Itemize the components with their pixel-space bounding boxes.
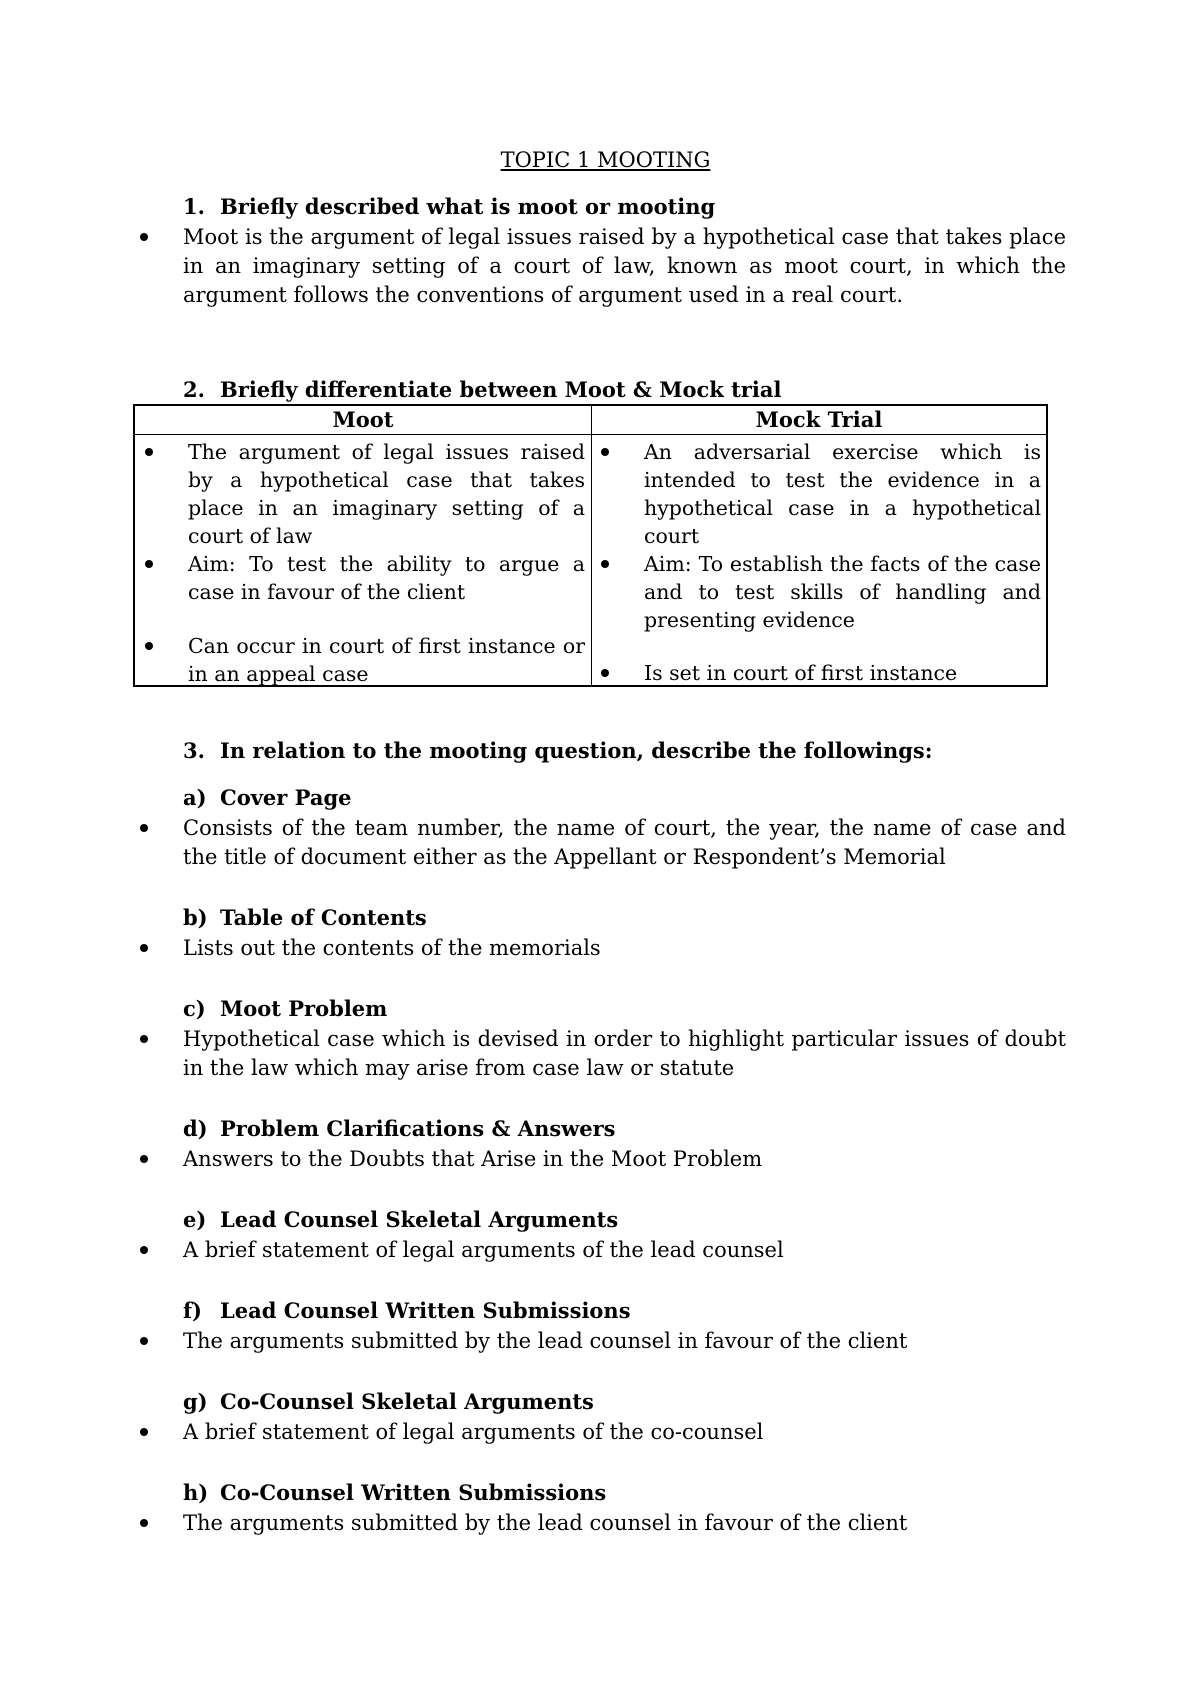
moot-item-text: The argument of legal issues raised by a hypothetical case that takes place in an imaginary setting of a court of law bbox=[188, 440, 585, 548]
q2-heading bbox=[183, 376, 781, 404]
q3-heading-text: In relation to the mooting question, describe the followings: bbox=[220, 738, 933, 763]
q3-subheading-text: Problem Clarifications & Answers bbox=[220, 1116, 616, 1141]
q3-bullet-text: Answers to the Doubts that Arise in the Moot Problem bbox=[183, 1147, 763, 1171]
q1-heading-text: Briefly described what is moot or mooting bbox=[220, 194, 716, 219]
bullet-icon bbox=[140, 233, 148, 241]
mock-item-text: An adversarial exercise which is intended to test the evidence in a hypothetical case in a hypothetical court bbox=[644, 440, 1041, 548]
bullet-icon bbox=[601, 448, 609, 456]
table-header-moot: Moot bbox=[332, 407, 394, 432]
bullet-icon bbox=[140, 944, 148, 952]
q3-bullet bbox=[140, 1025, 1070, 1085]
bullet-icon bbox=[140, 1155, 148, 1163]
q1-number: 1. bbox=[183, 194, 205, 219]
q3-bullet-text: A brief statement of legal arguments of the co-counsel bbox=[183, 1420, 764, 1444]
q3-subheading bbox=[183, 1388, 594, 1416]
q3-subheading-text: Lead Counsel Skeletal Arguments bbox=[220, 1207, 619, 1232]
mock-item-text: Aim: To establish the facts of the case and to test skills of handling and presenting evidence bbox=[644, 552, 1041, 632]
q3-letter: d) bbox=[183, 1116, 208, 1141]
bullet-icon bbox=[145, 560, 153, 568]
q3-bullet-text: A brief statement of legal arguments of the lead counsel bbox=[183, 1238, 784, 1262]
q3-subheading-text: Cover Page bbox=[220, 785, 352, 810]
q3-number: 3. bbox=[183, 738, 205, 763]
q3-letter: c) bbox=[183, 996, 206, 1021]
q2-number: 2. bbox=[183, 377, 205, 402]
q3-letter: e) bbox=[183, 1207, 207, 1232]
q3-subheading-text: Table of Contents bbox=[220, 905, 427, 930]
bullet-icon bbox=[140, 1337, 148, 1345]
bullet-icon bbox=[145, 642, 153, 650]
mock-item-text: Is set in court of first instance bbox=[644, 661, 958, 685]
q3-bullet bbox=[140, 1145, 1070, 1175]
bullet-icon bbox=[140, 1035, 148, 1043]
q3-bullet-text: Lists out the contents of the memorials bbox=[183, 936, 601, 960]
q3-heading bbox=[183, 737, 933, 765]
q1-bullet bbox=[140, 223, 1070, 313]
q3-subheading-text: Lead Counsel Written Submissions bbox=[220, 1298, 631, 1323]
q3-subheading bbox=[183, 995, 387, 1023]
q3-bullet bbox=[140, 814, 1070, 874]
bullet-icon bbox=[601, 669, 609, 677]
q3-subheading bbox=[183, 1115, 615, 1143]
q3-subheading bbox=[183, 1479, 606, 1507]
q3-bullet bbox=[140, 934, 1070, 964]
table-header-mock-trial: Mock Trial bbox=[755, 407, 883, 432]
q3-bullet bbox=[140, 1236, 1070, 1266]
q3-bullet bbox=[140, 1327, 1070, 1357]
q3-subheading bbox=[183, 784, 352, 812]
q3-letter: b) bbox=[183, 905, 208, 930]
bullet-icon bbox=[140, 824, 148, 832]
q3-subheading-text: Co-Counsel Skeletal Arguments bbox=[220, 1389, 594, 1414]
bullet-icon bbox=[140, 1519, 148, 1527]
q3-letter: f) bbox=[183, 1298, 202, 1323]
q3-bullet-text: Hypothetical case which is devised in order to highlight particular issues of doubt in the law which may arise from case law or statute bbox=[183, 1027, 1066, 1080]
q3-bullet bbox=[140, 1418, 1070, 1448]
moot-item-text: Can occur in court of first instance or in an appeal case bbox=[188, 634, 585, 686]
q2-heading-text: Briefly differentiate between Moot & Mock trial bbox=[220, 377, 782, 402]
q1-bullet-text: Moot is the argument of legal issues raised by a hypothetical case that takes place in an imaginary setting of a court of law, known as moot court, in which the argument follows the conventions of argument used in a real court. bbox=[183, 225, 1066, 307]
q3-subheading bbox=[183, 904, 427, 932]
q3-bullet-text: Consists of the team number, the name of court, the year, the name of case and the title of document either as the Appellant or Respondent’s Memorial bbox=[183, 816, 1066, 869]
q3-bullet-text: The arguments submitted by the lead counsel in favour of the client bbox=[183, 1511, 908, 1535]
comparison-table bbox=[133, 404, 1048, 687]
bullet-icon bbox=[145, 448, 153, 456]
bullet-icon bbox=[601, 560, 609, 568]
q3-subheading bbox=[183, 1206, 618, 1234]
bullet-icon bbox=[140, 1246, 148, 1254]
table-column-divider bbox=[591, 406, 592, 685]
q3-letter: a) bbox=[183, 785, 207, 810]
moot-item-text: Aim: To test the ability to argue a case in favour of the client bbox=[188, 552, 585, 604]
q3-letter: g) bbox=[183, 1389, 208, 1414]
q3-bullet-text: The arguments submitted by the lead counsel in favour of the client bbox=[183, 1329, 908, 1353]
bullet-icon bbox=[140, 1428, 148, 1436]
q1-heading bbox=[183, 193, 715, 221]
page-title: TOPIC 1 MOOTING bbox=[500, 148, 711, 172]
q3-bullet bbox=[140, 1509, 1070, 1539]
q3-letter: h) bbox=[183, 1480, 209, 1505]
q3-subheading bbox=[183, 1297, 631, 1325]
q3-subheading-text: Moot Problem bbox=[220, 996, 388, 1021]
q3-subheading-text: Co-Counsel Written Submissions bbox=[220, 1480, 607, 1505]
